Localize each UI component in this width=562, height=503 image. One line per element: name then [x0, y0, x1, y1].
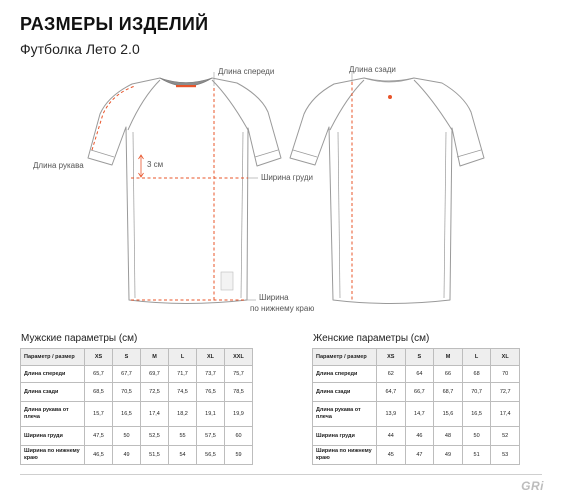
size-value-cell: 60: [225, 427, 253, 446]
size-value-cell: 71,7: [169, 366, 197, 383]
size-value-cell: 70,7: [462, 383, 491, 402]
size-value-cell: 64: [405, 366, 434, 383]
brand-logo: GRi: [521, 479, 544, 493]
table-row: [21, 402, 253, 427]
size-value-cell: 55: [169, 427, 197, 446]
size-value-cell: 50: [462, 427, 491, 446]
page-title: РАЗМЕРЫ ИЗДЕЛИЙ: [20, 14, 209, 34]
table-row: [21, 366, 253, 383]
size-value-cell: 46: [405, 427, 434, 446]
table-row: [21, 383, 253, 402]
footer-divider: [20, 474, 542, 475]
label-three-cm: 3 см: [147, 160, 164, 169]
women-table-header-row: [313, 349, 520, 366]
men-table-title: Мужские параметры (см): [21, 333, 138, 344]
front-measure-lines: [92, 86, 248, 300]
size-value-cell: 19,9: [225, 402, 253, 427]
size-value-cell: 15,7: [85, 402, 113, 427]
size-value-cell: 70: [491, 366, 520, 383]
label-chest-width: Ширина груди: [261, 173, 313, 182]
header-size-l: L: [169, 349, 197, 366]
size-value-cell: 49: [434, 446, 463, 465]
header-size-xs: XS: [85, 349, 113, 366]
women-size-table: [312, 348, 520, 465]
size-value-cell: 69,7: [141, 366, 169, 383]
size-value-cell: 18,2: [169, 402, 197, 427]
table-row: [21, 427, 253, 446]
front-tshirt: [88, 78, 281, 304]
header-size-xs: XS: [377, 349, 406, 366]
size-value-cell: 51: [462, 446, 491, 465]
size-value-cell: 15,6: [434, 402, 463, 427]
size-value-cell: 48: [434, 427, 463, 446]
size-value-cell: 76,5: [197, 383, 225, 402]
row-label: Ширина груди: [21, 427, 85, 446]
size-value-cell: 68,5: [85, 383, 113, 402]
size-value-cell: 74,5: [169, 383, 197, 402]
header-size-xl: XL: [197, 349, 225, 366]
size-value-cell: 51,5: [141, 446, 169, 465]
size-value-cell: 46,5: [85, 446, 113, 465]
men-size-table: [20, 348, 253, 465]
size-value-cell: 16,5: [462, 402, 491, 427]
row-label: Ширина груди: [313, 427, 377, 446]
row-label: Длина рукава от плеча: [21, 402, 85, 427]
size-value-cell: 49: [113, 446, 141, 465]
header-param-size: Параметр / размер: [21, 349, 85, 366]
size-value-cell: 75,7: [225, 366, 253, 383]
size-value-cell: 52,5: [141, 427, 169, 446]
size-value-cell: 73,7: [197, 366, 225, 383]
label-sleeve-length: Длина рукава: [33, 161, 84, 170]
header-size-xxl: XXL: [225, 349, 253, 366]
size-value-cell: 70,5: [113, 383, 141, 402]
front-collar: [160, 78, 212, 86]
label-length-back: Длина сзади: [349, 65, 396, 74]
men-table-header-row: [21, 349, 253, 366]
size-value-cell: 65,7: [85, 366, 113, 383]
size-value-cell: 50: [113, 427, 141, 446]
back-center-dot: [388, 95, 392, 99]
size-value-cell: 68: [462, 366, 491, 383]
label-hem-width-1: Ширина: [259, 293, 289, 302]
size-value-cell: 72,7: [491, 383, 520, 402]
row-label: Длина спереди: [313, 366, 377, 383]
table-row: [313, 446, 520, 465]
size-value-cell: 13,9: [377, 402, 406, 427]
size-value-cell: 56,5: [197, 446, 225, 465]
row-label: Длина сзади: [313, 383, 377, 402]
size-value-cell: 57,5: [197, 427, 225, 446]
size-value-cell: 62: [377, 366, 406, 383]
hem-tag: [221, 272, 233, 290]
size-value-cell: 78,5: [225, 383, 253, 402]
front-label-stripe: [176, 85, 196, 87]
row-label: Длина спереди: [21, 366, 85, 383]
product-subtitle: Футболка Лето 2.0: [20, 41, 140, 57]
women-table-title: Женские параметры (см): [313, 333, 430, 344]
table-row: [313, 402, 520, 427]
size-value-cell: 19,1: [197, 402, 225, 427]
table-row: [21, 446, 253, 465]
size-value-cell: 66,7: [405, 383, 434, 402]
back-tshirt: [290, 78, 484, 304]
size-value-cell: 64,7: [377, 383, 406, 402]
header-size-l: L: [462, 349, 491, 366]
row-label: Длина рукава от плеча: [313, 402, 377, 427]
row-label: Ширина по нижнему краю: [21, 446, 85, 465]
header-size-s: S: [405, 349, 434, 366]
size-value-cell: 47,5: [85, 427, 113, 446]
row-label: Ширина по нижнему краю: [313, 446, 377, 465]
size-value-cell: 14,7: [405, 402, 434, 427]
header-size-xl: XL: [491, 349, 520, 366]
row-label: Длина сзади: [21, 383, 85, 402]
size-value-cell: 68,7: [434, 383, 463, 402]
header-size-m: M: [141, 349, 169, 366]
size-value-cell: 16,5: [113, 402, 141, 427]
size-value-cell: 66: [434, 366, 463, 383]
table-row: [313, 427, 520, 446]
size-value-cell: 47: [405, 446, 434, 465]
header-size-s: S: [113, 349, 141, 366]
size-value-cell: 54: [169, 446, 197, 465]
header-size-m: M: [434, 349, 463, 366]
size-value-cell: 72,5: [141, 383, 169, 402]
three-cm-marker: [139, 155, 144, 177]
label-hem-width-2: по нижнему краю: [250, 304, 315, 313]
table-row: [313, 366, 520, 383]
size-value-cell: 52: [491, 427, 520, 446]
header-param-size: Параметр / размер: [313, 349, 377, 366]
size-value-cell: 44: [377, 427, 406, 446]
label-length-front: Длина спереди: [218, 67, 275, 76]
size-value-cell: 53: [491, 446, 520, 465]
size-value-cell: 67,7: [113, 366, 141, 383]
size-value-cell: 17,4: [491, 402, 520, 427]
size-value-cell: 59: [225, 446, 253, 465]
size-value-cell: 17,4: [141, 402, 169, 427]
size-value-cell: 45: [377, 446, 406, 465]
table-row: [313, 383, 520, 402]
